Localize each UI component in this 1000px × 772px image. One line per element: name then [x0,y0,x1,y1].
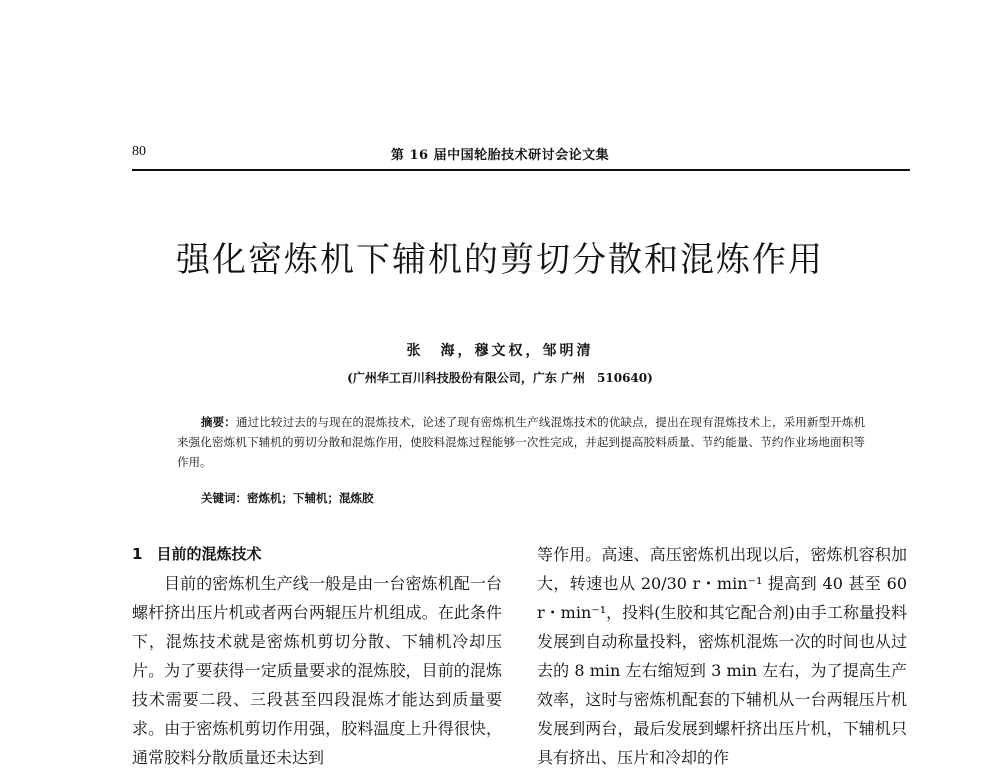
paper-title: 强化密炼机下辅机的剪切分散和混炼作用 [176,240,824,280]
right-column [537,540,907,772]
left-column [132,540,502,772]
section-number: 1 [132,545,143,563]
authors: 张 海，穆文权，邹明清 [406,343,594,359]
abstract-text: 通过比较过去的与现在的混炼技术，论述了现有密炼机生产线混炼技术的优缺点，提出在现有混炼技术上，采用新型开炼机来强化密炼机下辅机的剪切分散和混炼作用，使胶料混炼过程能够一次性完成，并起到提高胶料质量、节约能量、节约作业场地面积等作用。 [177,415,866,469]
keywords-label: 关键词： [201,491,247,505]
running-title: 第 16 届中国轮胎技术研讨会论文集 [390,148,610,163]
section-heading [132,540,502,569]
page-number: 80 [132,144,146,159]
right-paragraph: 等作用。高速、高压密炼机出现以后，密炼机容积加大，转速也从 20/30 r・min⁻¹ 提高到 40 甚至 60 r・min⁻¹，投料(生胶和其它配合剂)由手工称量投料发展到自动称量投料，密炼机混炼一次的时间也从过去的 8 min 左右缩短到 3 min 左右，为了提高生产效率，这时与密炼机配套的下辅机从一台两辊压片机发展到两台，最后发展到螺杆挤出压片机，下辅机只具有挤出、压片和冷却的作 [537,545,907,767]
header-rule [132,169,910,171]
abstract-label: 摘要： [201,415,236,429]
section-title: 目前的混炼技术 [156,545,262,563]
abstract [177,412,865,472]
keywords [201,490,374,506]
affiliation: (广州华工百川科技股份有限公司，广东 广州 510640) [347,371,653,385]
keywords-text: 密炼机；下辅机；混炼胶 [247,491,374,505]
left-paragraph: 目前的密炼机生产线一般是由一台密炼机配一台螺杆挤出压片机或者两台两辊压片机组成。在此条件下，混炼技术就是密炼机剪切分散、下辅机冷却压片。为了要获得一定质量要求的混炼胶，目前的混炼技术需要二段、三段甚至四段混炼才能达到质量要求。由于密炼机剪切作用强，胶料温度上升得很快，通常胶料分散质量还未达到 [132,574,502,767]
